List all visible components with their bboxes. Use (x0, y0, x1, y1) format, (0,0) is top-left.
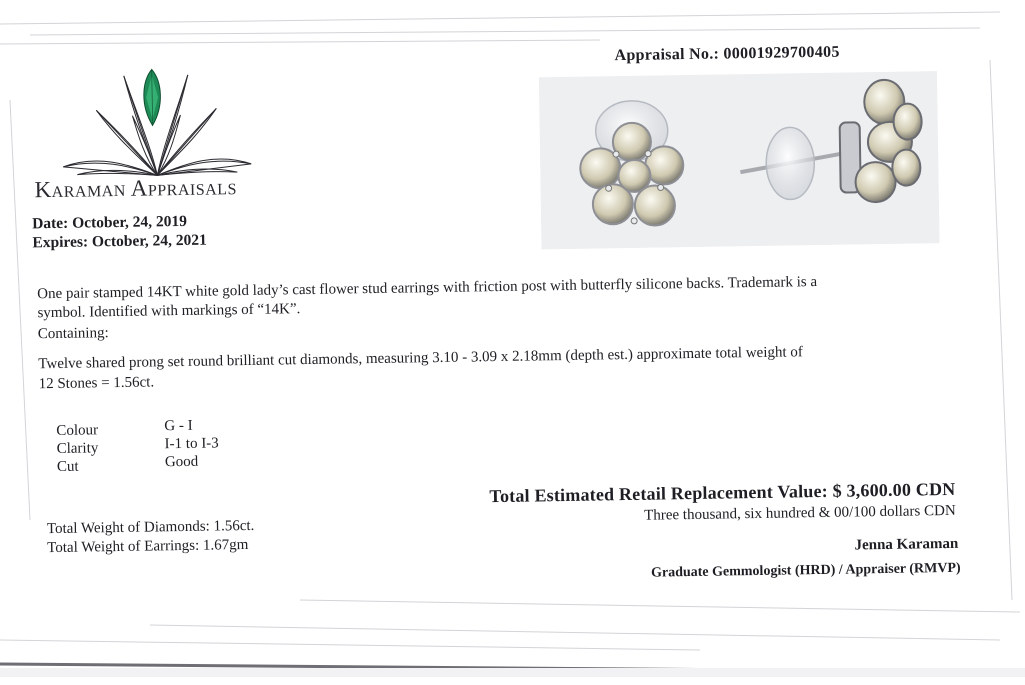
colour-label: Colour (56, 422, 99, 439)
containing-label: Containing: (37, 325, 109, 343)
appraisal-number: Appraisal No.: 00001929700405 (614, 43, 840, 65)
clarity-value: I-1 to I-3 (164, 435, 219, 453)
replacement-value-words: Three thousand, six hundred & 00/100 dollars CDN (644, 502, 956, 524)
cut-value: Good (164, 453, 199, 471)
appraiser-title: Graduate Gemmologist (HRD) / Appraiser (RMVP) (650, 560, 961, 581)
expiry-date: Expires: October, 24, 2021 (32, 231, 207, 252)
company-name: Karaman Appraisals (34, 174, 238, 203)
cut-label: Cut (56, 458, 79, 475)
earring-weight: Total Weight of Earrings: 1.67gm (47, 536, 249, 557)
replacement-value: Total Estimated Retail Replacement Value: $ 3,600.00 CDN (489, 478, 956, 507)
description-line-2: symbol. Identified with markings of “14K”. (37, 301, 301, 322)
clarity-label: Clarity (56, 440, 99, 457)
stones-line-1: Twelve shared prong set round brilliant cut diamonds, measuring 3.10 - 3.09 x 2.18mm (depth est.) approximate total weight of (38, 344, 803, 373)
issue-date: Date: October, 24, 2019 (31, 212, 188, 233)
stones-line-2: 12 Stones = 1.56ct. (38, 374, 155, 393)
logo (56, 66, 258, 181)
description-line-1: One pair stamped 14KT white gold lady’s cast flower stud earrings with friction post with butterfly silicone backs. Trademark is a (37, 274, 818, 303)
earrings-photo (539, 71, 940, 249)
diamond-weight: Total Weight of Diamonds: 1.56ct. (46, 517, 255, 538)
appraiser-name: Jenna Karaman (854, 535, 959, 554)
colour-value: G - I (164, 417, 193, 435)
